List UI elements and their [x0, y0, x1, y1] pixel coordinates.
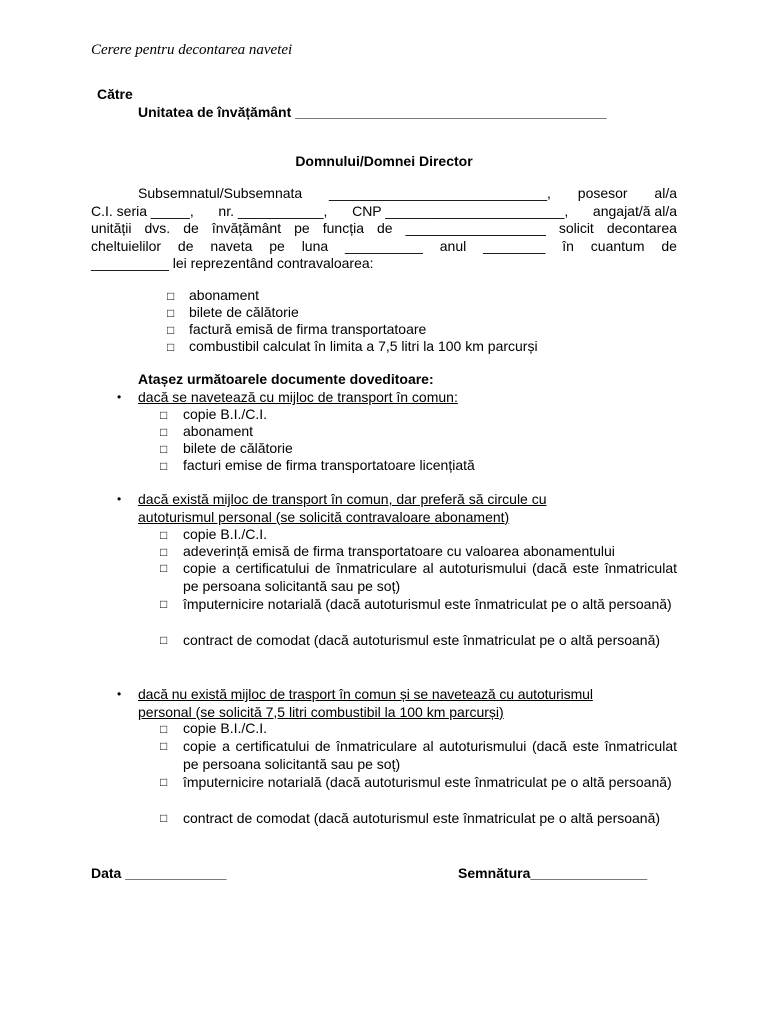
doc-item [160, 543, 615, 561]
case-3-heading [138, 686, 677, 721]
checkbox-icon: □ [160, 811, 168, 825]
doc-item-label: abonament [183, 423, 254, 439]
doc-item-label: contract de comodat (dacă autoturismul este înmatriculat pe o altă persoană) [183, 632, 661, 648]
doc-item-label: bilete de călătorie [183, 440, 293, 456]
checkbox-icon: □ [160, 597, 168, 611]
paragraph-line-4 [91, 238, 677, 256]
checkbox-icon: □ [160, 442, 168, 456]
word: în [562, 237, 574, 254]
word: de [177, 237, 194, 254]
doc-item-label: copie B.I./C.I. [183, 406, 268, 422]
doc-item-label: copie a certificatului de înmatriculare al autoturismului (dacă este înmatriculat pe persoana solicitantă sau pe soț) [183, 560, 677, 594]
doc-item [160, 738, 677, 773]
option-item [167, 338, 538, 356]
option-label: abonament [189, 287, 260, 303]
bullet-icon: • [117, 492, 122, 506]
case-2-line-2: autoturismul personal (se solicită contravaloare abonament) [138, 508, 510, 525]
word: pe [294, 220, 310, 236]
doc-item [160, 774, 677, 792]
option-item [167, 304, 299, 322]
doc-item [160, 810, 677, 828]
doc-item [160, 526, 267, 544]
word: angajat/ă al/a [592, 202, 677, 219]
year-blank: ________ [483, 237, 546, 254]
doc-item-label: adeverință emisă de firma transportatoare cu valoarea abonamentului [183, 543, 615, 559]
paragraph-line-5: __________ lei reprezentând contravaloarea: [91, 255, 374, 271]
bullet-icon: • [117, 687, 122, 701]
option-label: combustibil calculat în limita a 7,5 litri la 100 km parcurși [189, 338, 538, 354]
checkbox-icon: □ [167, 323, 175, 337]
name-blank: ____________________________, [329, 185, 551, 201]
case-2-text: dacă există mijloc de transport în comun, dar preferă să circule cu [138, 491, 547, 507]
option-item [167, 321, 426, 339]
paragraph-line-1 [91, 185, 677, 203]
doc-item-label: copie B.I./C.I. [183, 720, 268, 736]
doc-item [160, 406, 267, 424]
option-label: bilete de călătorie [189, 304, 299, 320]
doc-item-label: copie B.I./C.I. [183, 526, 268, 542]
word: Subsemnatul/Subsemnata [138, 185, 303, 201]
signature-field: Semnătura_______________ [458, 865, 648, 881]
doc-item [160, 596, 677, 614]
word: de [377, 220, 393, 236]
word: de [661, 237, 677, 254]
word: solicit [558, 220, 594, 236]
word: funcția [322, 220, 364, 236]
case-3-line-1: dacă nu există mijloc de trasport în comun și se navetează cu autoturismul [138, 686, 593, 702]
request-paragraph [91, 185, 677, 273]
doc-item-label: împuternicire notarială (dacă autoturismul este înmatriculat pe o altă persoană) [183, 596, 672, 612]
word: unității [91, 220, 132, 236]
id-number-blank: nr. ___________, [218, 202, 328, 219]
doc-item-label: împuternicire notarială (dacă autoturismul este înmatriculat pe o altă persoană) [183, 774, 672, 790]
doc-item [160, 560, 677, 595]
doc-item [160, 440, 293, 458]
checkbox-icon: □ [167, 340, 175, 354]
option-item [167, 287, 259, 305]
checkbox-icon: □ [160, 775, 168, 789]
case-1-heading: dacă se navetează cu mijloc de transport în comun: [138, 389, 458, 405]
addressee: Domnului/Domnei Director [295, 153, 473, 169]
checkbox-icon: □ [160, 722, 168, 736]
word: al/a [654, 185, 677, 201]
function-blank: __________________ [405, 220, 546, 236]
checkbox-icon: □ [160, 739, 168, 753]
word: de [183, 220, 199, 236]
doc-item [160, 457, 475, 475]
word: luna [301, 237, 329, 254]
doc-item [160, 423, 253, 441]
word: învățământ [211, 220, 282, 236]
attachments-heading: Atașez următoarele documente doveditoare: [138, 371, 434, 387]
doc-item-label: copie a certificatului de înmatriculare al autoturismului (dacă este înmatriculat pe persoana solicitantă sau pe soț) [183, 738, 677, 772]
word: cuantum [590, 237, 645, 254]
date-field: Data _____________ [91, 865, 227, 881]
month-blank: __________ [345, 237, 423, 254]
word: anul [439, 237, 467, 254]
paragraph-line-2 [91, 203, 677, 221]
doc-item-label: contract de comodat (dacă autoturismul este înmatriculat pe o altă persoană) [183, 810, 661, 826]
case-2-line-1 [138, 491, 677, 509]
school-unit-line: Unitatea de învățământ ________________________________________ [138, 104, 607, 120]
word: decontarea [606, 220, 677, 236]
checkbox-icon: □ [167, 306, 175, 320]
id-series-blank: C.I. seria _____, [91, 202, 194, 219]
doc-item-label: facturi emise de firma transportatoare licențiată [183, 457, 475, 473]
checkbox-icon: □ [167, 289, 175, 303]
checkbox-icon: □ [160, 408, 168, 422]
document-title: Cerere pentru decontarea navetei [91, 42, 293, 58]
doc-item [160, 720, 267, 738]
checkbox-icon: □ [160, 561, 168, 575]
word: naveta [210, 237, 253, 254]
checkbox-icon: □ [160, 633, 168, 647]
checkbox-icon: □ [160, 459, 168, 473]
checkbox-icon: □ [160, 425, 168, 439]
recipient-label: Către [97, 86, 133, 102]
case-3-line-2: personal (se solicită 7,5 litri combustibil la 100 km parcurși) [138, 703, 504, 720]
word: dvs. [144, 220, 171, 236]
case-2-heading [138, 491, 677, 526]
cnp-blank: CNP _______________________, [352, 202, 569, 219]
paragraph-line-3 [91, 220, 677, 238]
word: posesor [577, 185, 628, 201]
word: pe [269, 237, 285, 254]
bullet-icon: • [117, 390, 122, 404]
doc-item [160, 632, 677, 650]
checkbox-icon: □ [160, 545, 168, 559]
checkbox-icon: □ [160, 528, 168, 542]
option-label: factură emisă de firma transportatoare [189, 321, 427, 337]
word: cheltuielilor [91, 237, 162, 254]
